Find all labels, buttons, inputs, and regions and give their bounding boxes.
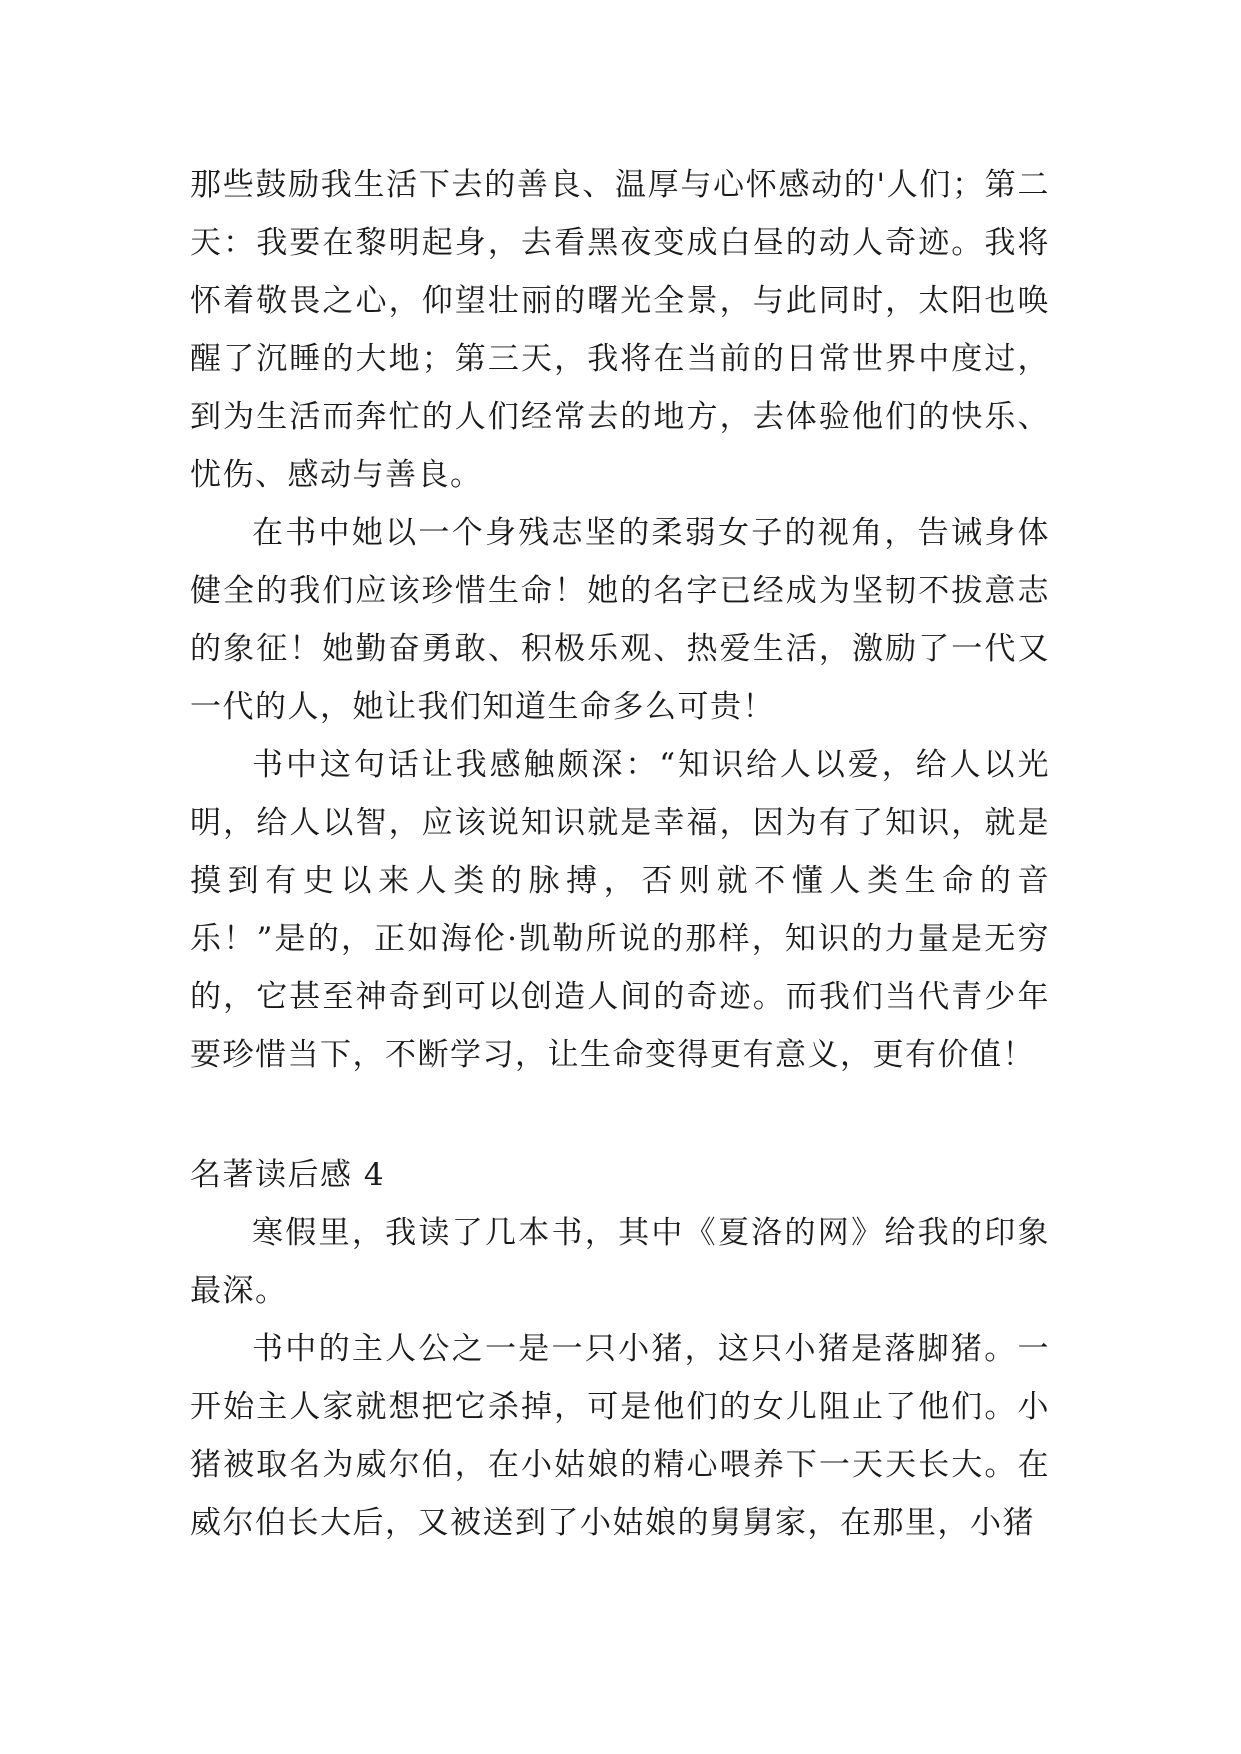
paragraph: 在书中她以一个身残志坚的柔弱女子的视角，告诫身体健全的我们应该珍惜生命！她的名字已经成为坚韧不拔意志的象征！她勤奋勇敢、积极乐观、热爱生活，激励了一代又一代的人，她让我们知道生命多么可贵！: [190, 515, 1050, 725]
paragraph-continuation: 那些鼓励我生活下去的善良、温厚与心怀感动的'人们；第二天：我要在黎明起身，去看黑夜变成白昼的动人奇迹。我将怀着敬畏之心，仰望壮丽的曙光全景，与此同时，太阳也唤醒了沉睡的大地；第三天，我将在当前的日常世界中度过，到为生活而奔忙的人们经常去的地方，去体验他们的快乐、忧伤、感动与善良。: [190, 167, 1050, 493]
section-heading: 名著读后感 4: [190, 1157, 386, 1193]
paragraph: 书中的主人公之一是一只小猪，这只小猪是落脚猪。一开始主人家就想把它杀掉，可是他们的女儿阻止了他们。小猪被取名为威尔伯，在小姑娘的精心喂养下一天天长大。在威尔伯长大后，又被送到了小姑娘的舅舅家，在那里，小猪: [190, 1331, 1050, 1541]
text-section-2: [190, 1204, 1050, 1552]
paragraph: 书中这句话让我感触颇深：“知识给人以爱，给人以光明，给人以智，应该说知识就是幸福，因为有了知识，就是摸到有史以来人类的脉搏，否则就不懂人类生命的音乐！”是的，正如海伦·凯勒所说的那样，知识的力量是无穷的，它甚至神奇到可以创造人间的奇迹。而我们当代青少年要珍惜当下，不断学习，让生命变得更有意义，更有价值！: [190, 747, 1050, 1073]
paragraph: 寒假里，我读了几本书，其中《夏洛的网》给我的印象最深。: [190, 1215, 1050, 1309]
text-section-1: [190, 156, 1050, 1084]
